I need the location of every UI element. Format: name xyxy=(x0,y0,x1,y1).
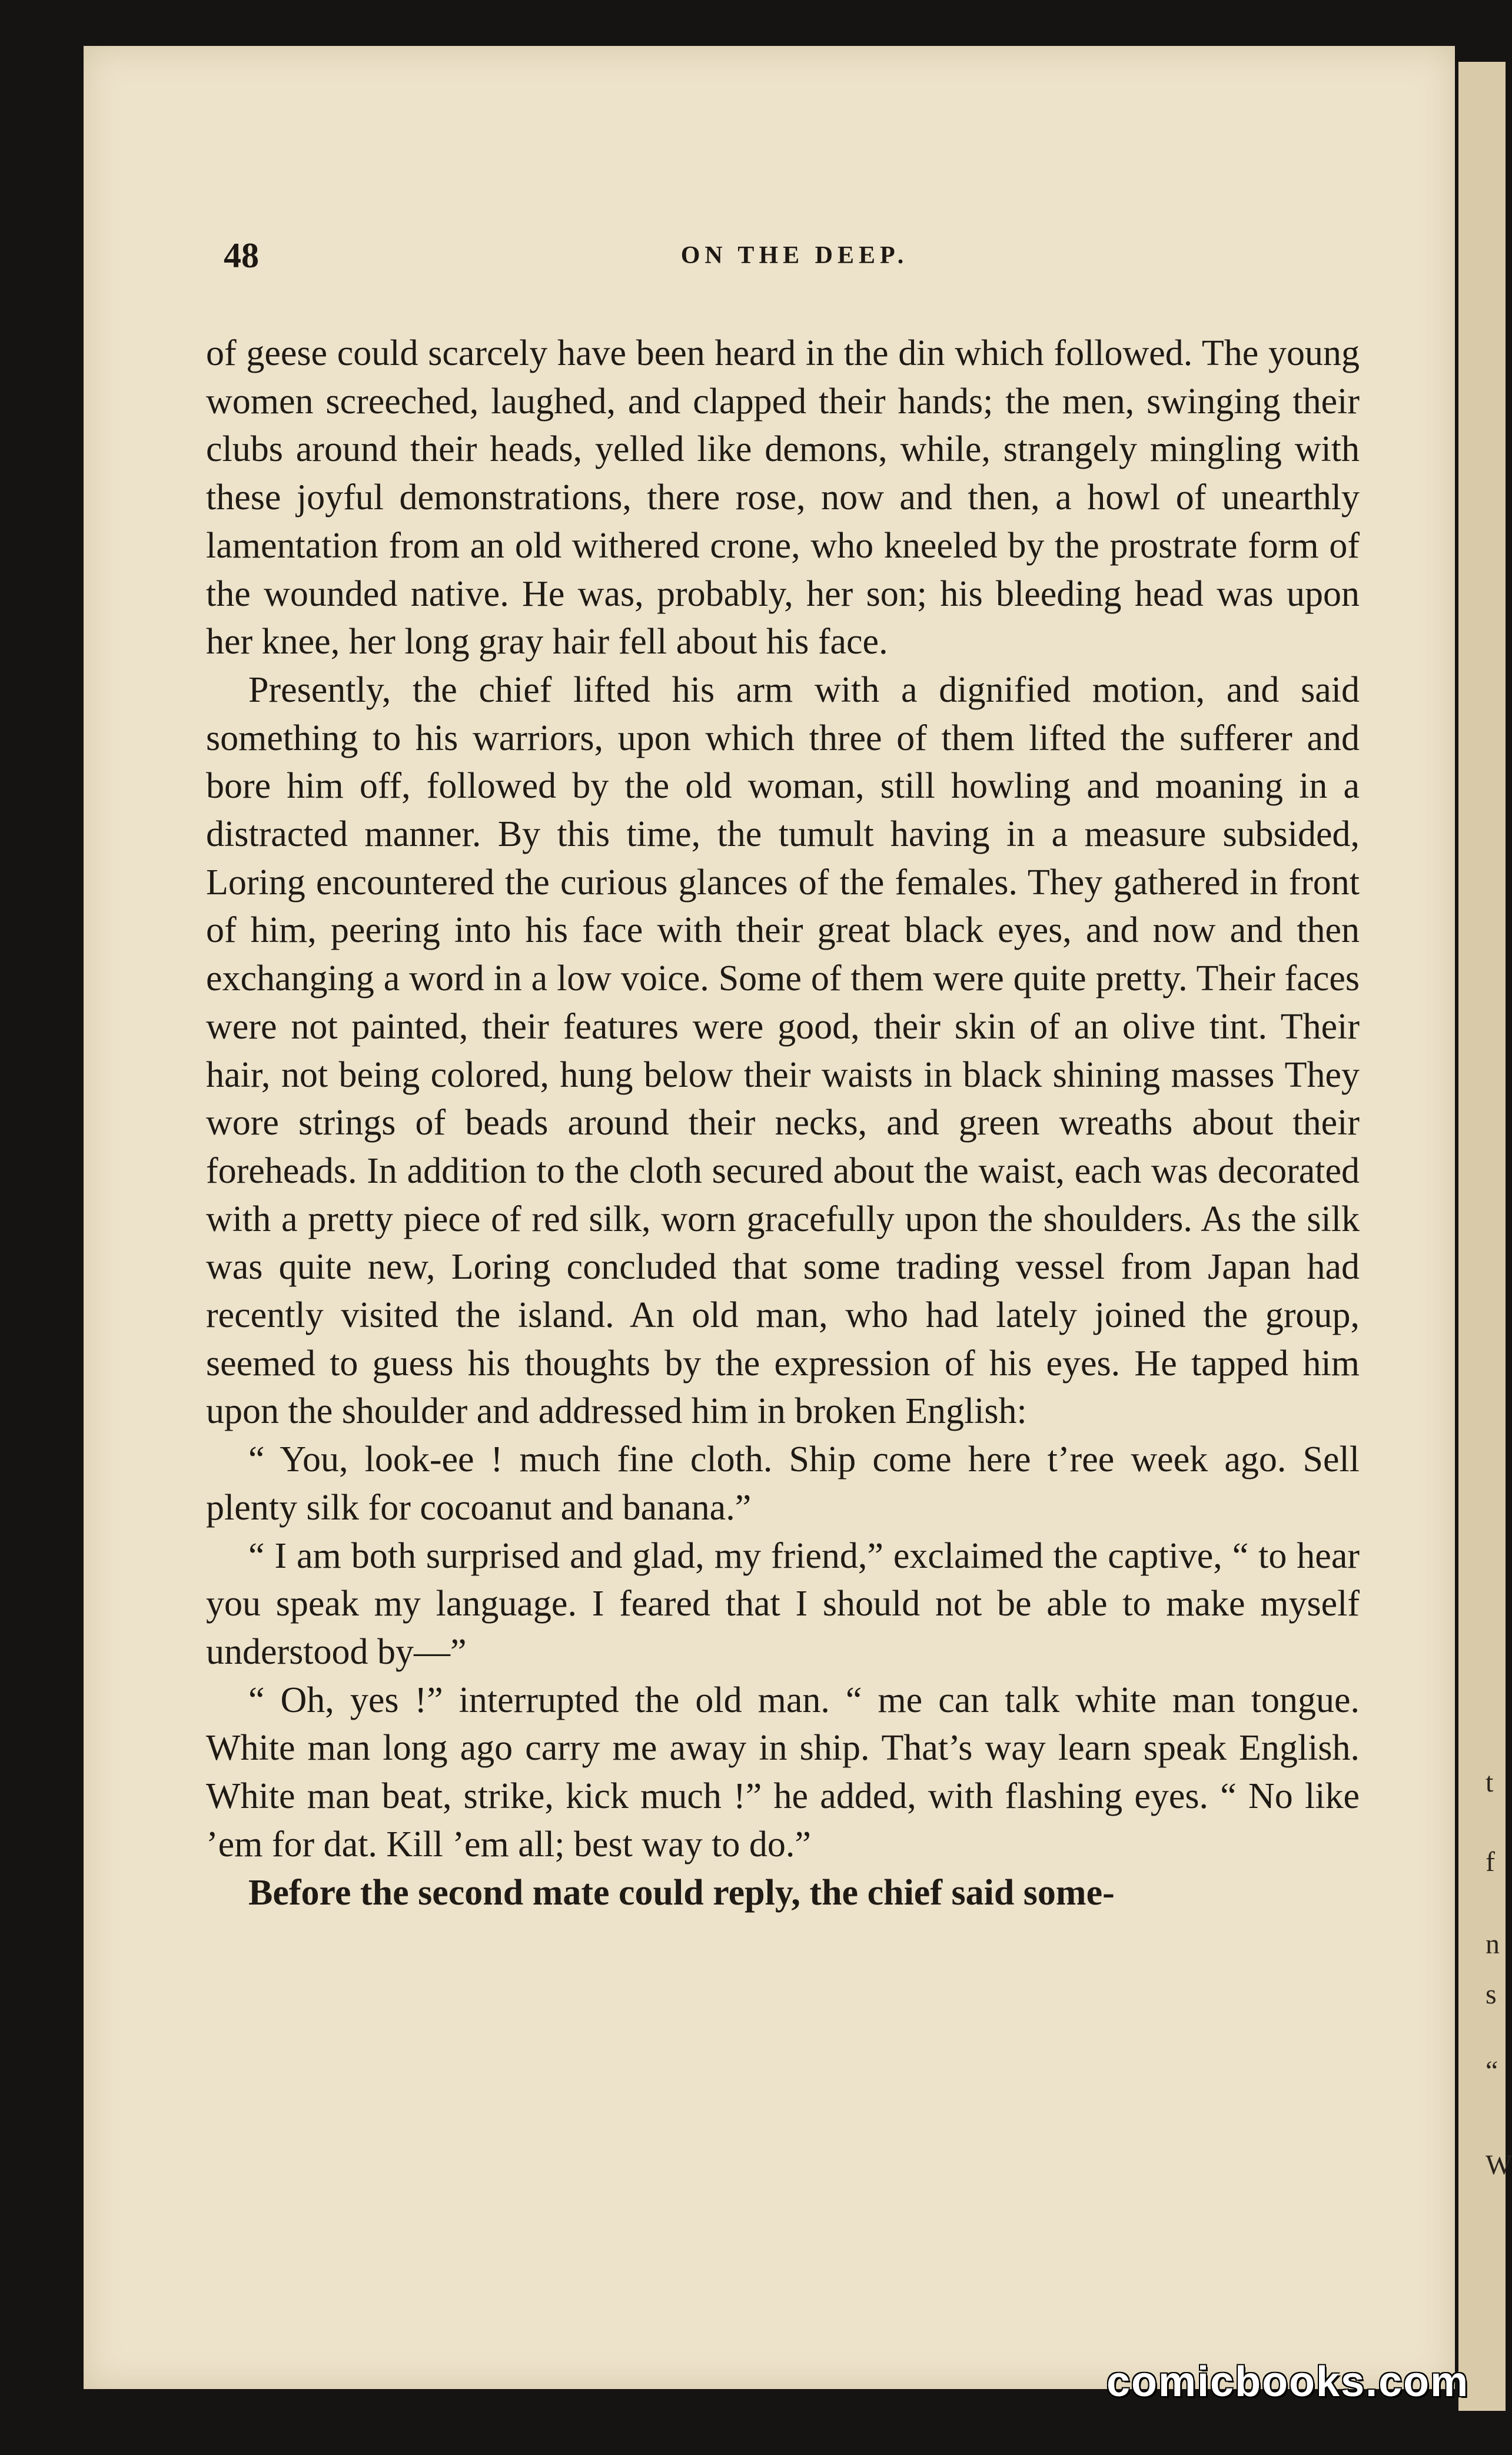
page-number: 48 xyxy=(224,236,259,275)
next-page-fragment: f xyxy=(1486,1846,1495,1877)
next-page-fragment: W xyxy=(1486,2149,1512,2181)
next-page-fragment: “ xyxy=(1486,2055,1498,2086)
watermark: comicbooks.com xyxy=(1106,2358,1470,2406)
paragraph: Before the second mate could reply, the chief said some- xyxy=(248,1872,1115,1913)
next-page-fragment: s xyxy=(1486,1979,1497,2010)
paragraph: “ Oh, yes !” interrupted the old man. “ me can talk white man tongue. White man long ago carry me away in ship. That’s way learn speak English. White man beat, strike, kick much !” he added, with flashing eyes. “ No like ’em for dat. Kill ’em all; best way to do.” xyxy=(206,1680,1360,1865)
page-header xyxy=(224,235,1365,277)
body-text xyxy=(206,330,1360,1917)
next-page-fragment: t xyxy=(1486,1767,1494,1798)
running-head: ON THE DEEP. xyxy=(680,242,909,269)
paragraph: “ You, look-ee ! much fine cloth. Ship come here t’ree week ago. Sell plenty silk for cocoanut and banana.” xyxy=(206,1439,1360,1528)
paragraph: Presently, the chief lifted his arm with a dignified motion, and said something to his warriors, upon which three of them lifted the sufferer and bore him off, followed by the old woman, still howling and moaning in a distracted manner. By this time, the tumult having in a measure subsided, Loring encountered the curious glances of the females. They gathered in front of him, peering into his face with their great black eyes, and now and then exchanging a word in a low voice. Some of them were quite pretty. Their faces were not painted, their features were good, their skin of an olive tint. Their hair, not being colored, hung below their waists in black shining masses They wore strings of beads around their necks, and green wreaths about their foreheads. In addition to the cloth secured about the waist, each was decorated with a pretty piece of red silk, worn gracefully upon the shoulders. As the silk was quite new, Loring concluded that some trading vessel from Japan had recently visited the island. An old man, who had lately joined the group, seemed to guess his thoughts by the expression of his eyes. He tapped him upon the shoulder and addressed him in broken English: xyxy=(206,669,1360,1432)
paragraph: of geese could scarcely have been heard in the din which followed. The young women screeched, laughed, and clapped their hands; the men, swinging their clubs around their heads, yelled like demons, while, strangely mingling with these joyful demonstrations, there rose, now and then, a howl of unearthly lamentation from an old withered crone, who kneeled by the prostrate form of the wounded native. He was, probably, her son; his bleeding head was upon her knee, her long gray hair fell about his face. xyxy=(206,333,1360,662)
paragraph: “ I am both surprised and glad, my friend,” exclaimed the captive, “ to hear you speak my language. I feared that I should not be able to make myself understood by—” xyxy=(206,1535,1360,1672)
next-page-fragment: n xyxy=(1486,1929,1500,1960)
next-page-edge xyxy=(1458,62,1512,2411)
